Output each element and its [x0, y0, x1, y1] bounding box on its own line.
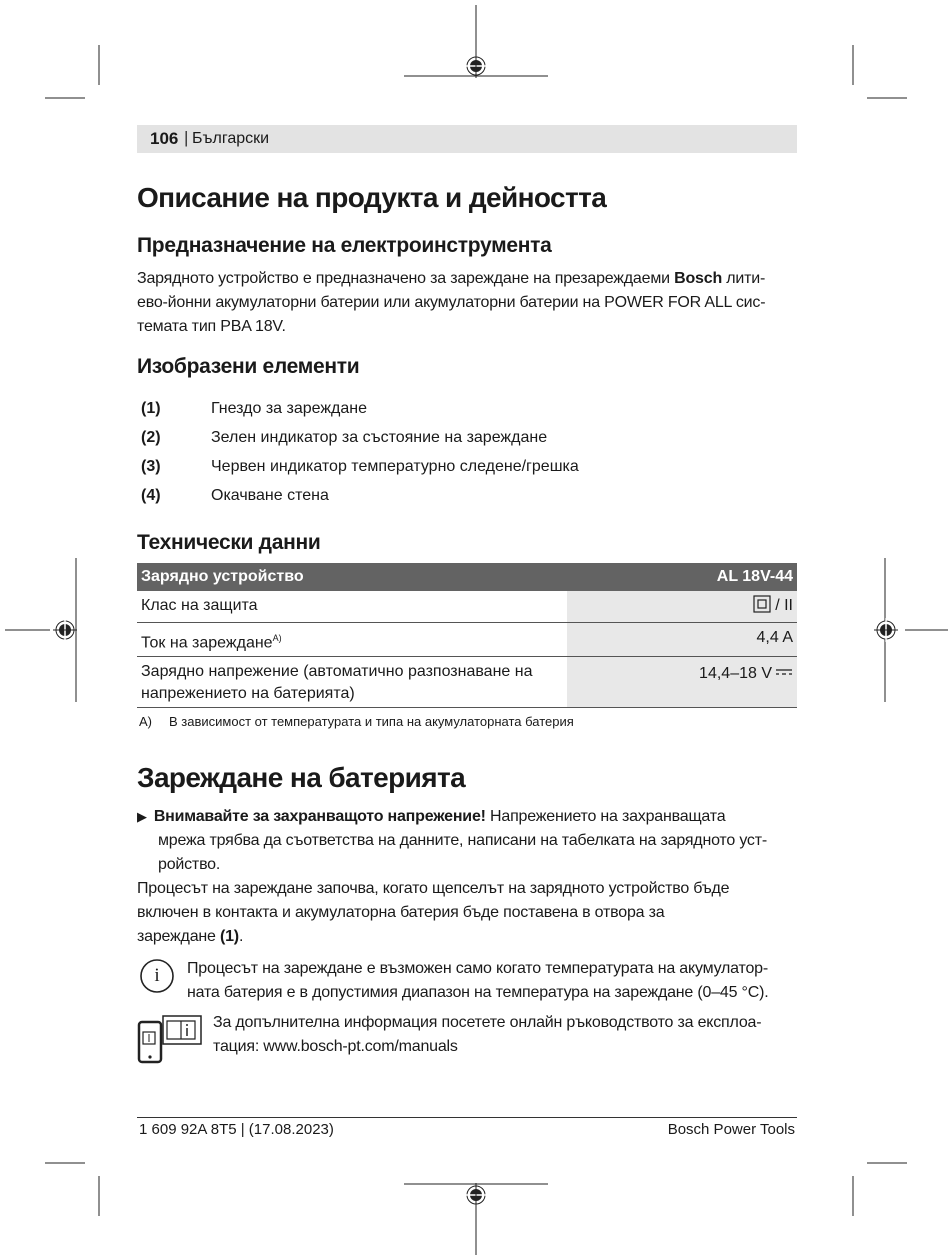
intended-use-text-2: ево-йонни акумулаторни батерии или акумулаторни батерии на POWER FOR ALL сис- — [137, 294, 766, 311]
footnote-ref: A) — [272, 633, 282, 643]
heading-technical-data: Технически данни — [137, 531, 321, 554]
charging-process-paragraph — [137, 877, 802, 949]
intended-use-text-1: Зарядното устройство е предназначено за зареждане на презареждаеми — [137, 270, 675, 287]
item-number: (4) — [141, 487, 161, 504]
intended-use-paragraph — [137, 267, 802, 339]
direct-current-icon — [775, 661, 793, 683]
intended-use-text-1b: лити- — [722, 270, 766, 287]
section-title-charging: Зареждане на батерията — [137, 762, 466, 793]
protection-class-value: / II — [775, 597, 793, 614]
item-text: Зелен индикатор за състояние на зареждане — [211, 429, 548, 446]
charging-voltage-label-1: Зарядно напрежение (автоматично разпознаване на — [141, 663, 533, 681]
header-language: Български — [192, 130, 270, 147]
footnote-text: В зависимост от температурата и типа на акумулаторната батерия — [169, 714, 574, 729]
online-manual-icon — [137, 1010, 205, 1064]
footer-doc-id: 1 609 92A 8T5 | (17.08.2023) — [139, 1121, 334, 1138]
page-number: 106 — [150, 129, 179, 148]
protection-class-ii-icon — [753, 595, 771, 620]
warning-text-1: Напрежението на захранващата — [485, 808, 726, 825]
manual-note — [213, 1011, 803, 1059]
brand-bosch: Bosch — [674, 270, 723, 287]
cell-label — [137, 623, 567, 657]
charging-voltage-value: 14,4–18 V — [699, 665, 772, 683]
table-row — [137, 623, 797, 657]
footer-brand: Bosch Power Tools — [667, 1121, 795, 1138]
charging-voltage-label-2: напрежението на батерията) — [141, 685, 355, 703]
technical-data-table — [137, 563, 797, 708]
item-number: (2) — [141, 429, 161, 446]
footnote-label: A) — [139, 714, 152, 729]
charging-text-3: зареждане — [137, 928, 220, 945]
warning-paragraph — [137, 805, 802, 877]
charging-text-1: Процесът на зареждане започва, когато щепселът на зарядното устройство бъде — [137, 880, 730, 897]
item-number: (3) — [141, 458, 161, 475]
info-note — [187, 957, 802, 1005]
warning-marker-icon: ▶ — [137, 809, 147, 824]
table-header-row — [137, 563, 797, 591]
cell-label — [137, 657, 567, 708]
info-text-1: Процесът на зареждане е възможен само когато температурата на акумулатор- — [187, 960, 768, 977]
column-header-charger: Зарядно устройство — [137, 563, 567, 591]
cell-label: Клас на защита — [137, 591, 567, 623]
warning-text-3: ройство. — [158, 856, 221, 873]
table-row — [137, 591, 797, 623]
info-icon-glyph: i — [154, 965, 160, 986]
heading-intended-use: Предназначение на електроинструмента — [137, 234, 552, 257]
item-text: Окачване стена — [211, 487, 329, 504]
header-separator: | — [184, 128, 189, 147]
manual-text-1: За допълнителна информация посетете онлайн ръководството за експлоа- — [213, 1014, 762, 1031]
charging-text-2: включен в контакта и акумулаторна батерия бъде поставена в отвора за — [137, 904, 665, 921]
warning-bold: Внимавайте за захранващото напрежение! — [153, 808, 486, 825]
info-text-2: ната батерия е в допустимия диапазон на температура на зареждане (0–45 °C). — [187, 984, 769, 1001]
heading-components: Изобразени елементи — [137, 355, 360, 378]
page-header — [137, 125, 797, 153]
cell-value: 4,4 A — [567, 623, 797, 657]
item-number: (1) — [141, 400, 161, 417]
section-title-product-description: Описание на продукта и дейността — [137, 182, 607, 213]
warning-text-2: мрежа трябва да съответства на данните, написани на табелката на зарядното уст- — [158, 832, 767, 849]
cell-value — [567, 591, 797, 623]
table-row — [137, 657, 797, 708]
info-icon — [139, 958, 175, 994]
charging-ref-1: (1) — [219, 928, 239, 945]
item-text: Червен индикатор температурно следене/грешка — [211, 458, 579, 475]
cell-value — [567, 657, 797, 708]
charging-current-label: Ток на зареждане — [141, 634, 273, 652]
item-text: Гнездо за зареждане — [211, 400, 368, 417]
charging-text-3b: . — [238, 928, 244, 945]
column-header-model: AL 18V-44 — [567, 563, 797, 591]
manual-text-2: тация: www.bosch-pt.com/manuals — [213, 1038, 458, 1055]
footer-divider — [137, 1117, 797, 1118]
intended-use-text-3: темата тип PBA 18V. — [137, 318, 286, 335]
